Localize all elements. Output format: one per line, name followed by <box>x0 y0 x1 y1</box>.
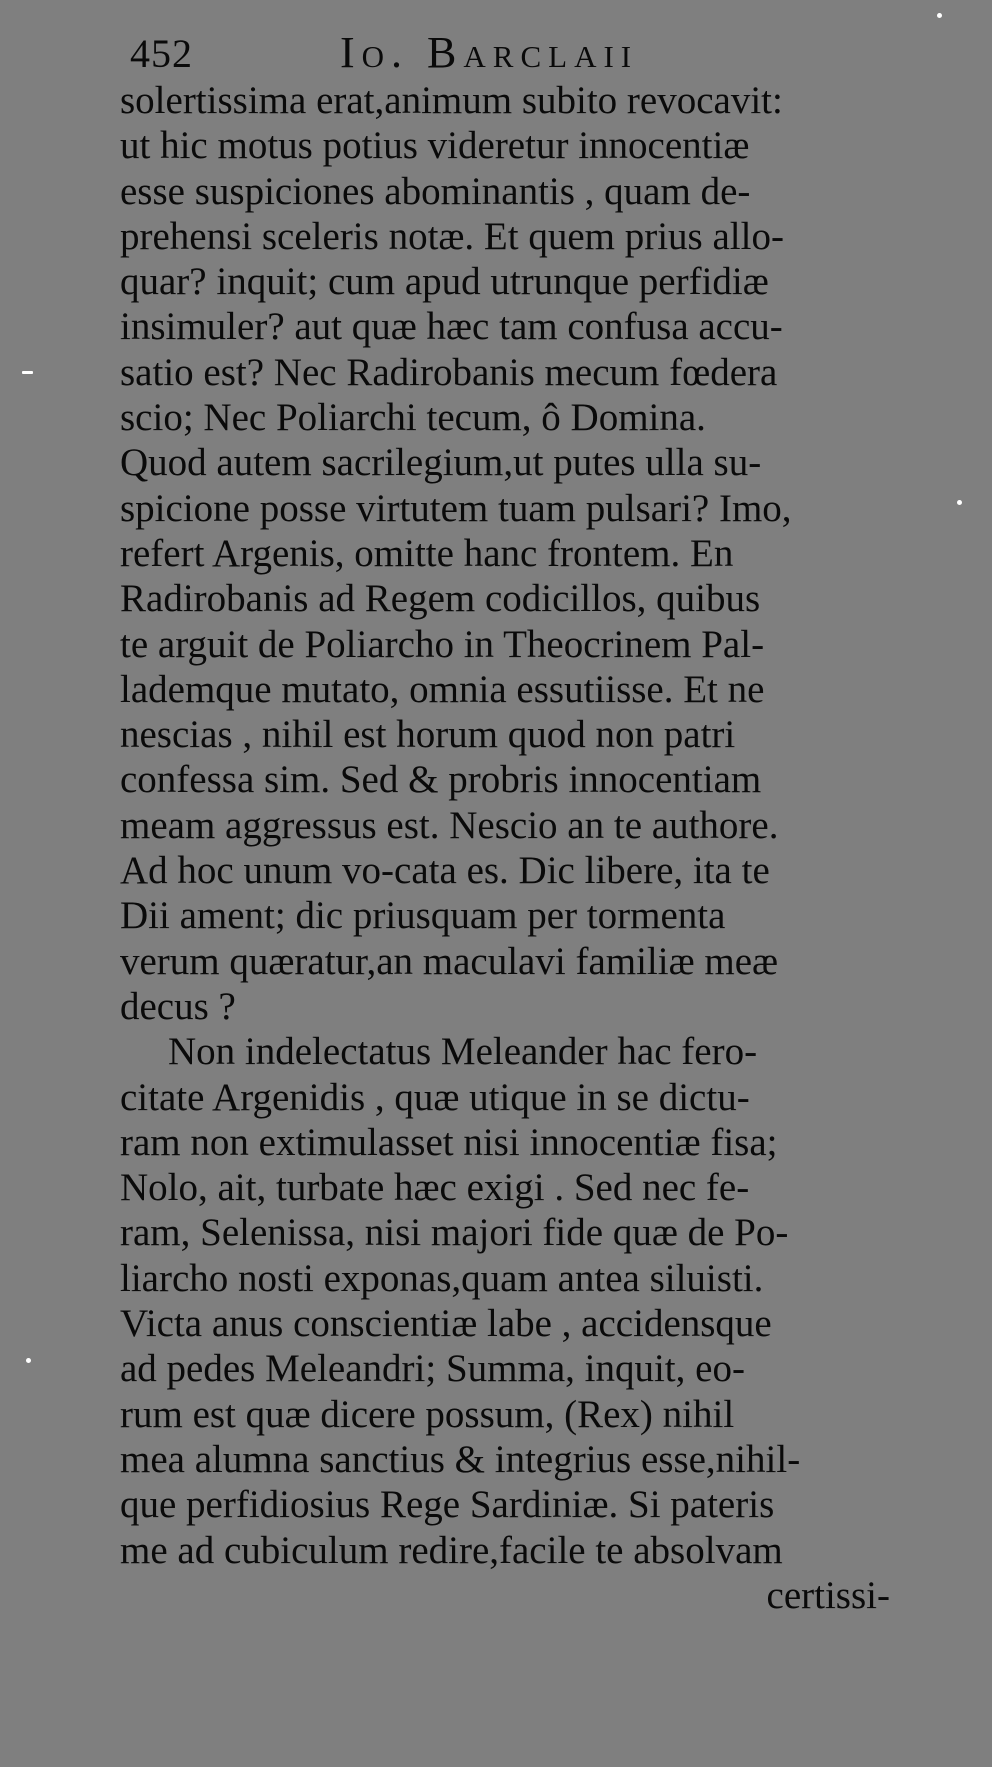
text-line: solertissima erat,animum subito revocavit: <box>120 79 783 122</box>
running-head: Io. Barclaii <box>340 28 639 77</box>
scan-speck <box>22 371 33 374</box>
text-line: scio; Nec Poliarchi tecum, ô Domina. <box>120 396 706 440</box>
text-line: decus ? <box>120 984 236 1028</box>
text-line: ram, Selenissa, nisi majori fide quæ de Po- <box>120 1211 789 1255</box>
page-number: 452 <box>130 31 193 76</box>
text-line: Quod autem sacrilegium,ut putes ulla su- <box>120 441 762 485</box>
text-line: Dii ament; dic priusquam per tormenta <box>120 894 726 938</box>
text-line: nescias , nihil est horum quod non patri <box>120 713 736 757</box>
text-line: ram non extimulasset nisi innocentiæ fisa; <box>120 1120 778 1164</box>
text-line: mea alumna sanctius & integrius esse,nihil- <box>120 1437 801 1481</box>
text-line: prehensi sceleris notæ. Et quem prius allo- <box>120 214 784 258</box>
text-line: quar? inquit; cum apud utrunque perfidiæ <box>120 260 769 304</box>
text-line: Victa anus conscientiæ labe , accidensque <box>120 1302 772 1346</box>
body-text <box>120 78 910 1618</box>
text-line: te arguit de Poliarcho in Theocrinem Pal- <box>120 622 765 666</box>
text-line: lademque mutato, omnia essutiisse. Et ne <box>120 667 765 711</box>
text-line: Radirobanis ad Regem codicillos, quibus <box>120 577 761 621</box>
text-line: que perfidiosius Rege Sardiniæ. Si pateris <box>120 1483 775 1527</box>
scan-speck <box>26 1358 31 1363</box>
text-line: meam aggressus est. Nescio an te authore. <box>120 803 779 847</box>
text-line: Nolo, ait, turbate hæc exigi . Sed nec fe- <box>120 1166 750 1210</box>
page-header <box>118 18 918 76</box>
page-edge <box>992 0 1000 1767</box>
text-line: confessa sim. Sed & probris innocentiam <box>120 758 762 802</box>
text-line: me ad cubiculum redire,facile te absolvam <box>120 1528 783 1572</box>
text-line: ad pedes Meleandri; Summa, inquit, eo- <box>120 1347 745 1391</box>
text-line: citate Argenidis , quæ utique in se dictu- <box>120 1075 750 1119</box>
text-line: Ad hoc unum vo-cata es. Dic libere, ita te <box>120 849 770 893</box>
text-line: rum est quæ dicere possum, (Rex) nihil <box>120 1392 735 1436</box>
text-line: spicione posse virtutem tuam pulsari? Imo, <box>120 486 792 530</box>
scan-speck <box>937 13 942 18</box>
text-line: refert Argenis, omitte hanc frontem. En <box>120 531 734 575</box>
scan-speck <box>957 500 962 505</box>
text-line: liarcho nosti exponas,quam antea siluisti. <box>120 1256 764 1300</box>
catchword: certissi- <box>766 1573 890 1617</box>
text-line: satio est? Nec Radirobanis mecum fœdera <box>120 350 778 394</box>
paragraph-first-line: Non indelectatus Meleander hac fero- <box>168 1030 758 1074</box>
text-line: verum quæratur,an maculavi familiæ meæ <box>120 939 779 983</box>
text-line: esse suspiciones abominantis , quam de- <box>120 169 751 213</box>
text-line: insimuler? aut quæ hæc tam confusa accu- <box>120 305 783 349</box>
text-line: ut hic motus potius videretur innocentiæ <box>120 124 750 168</box>
